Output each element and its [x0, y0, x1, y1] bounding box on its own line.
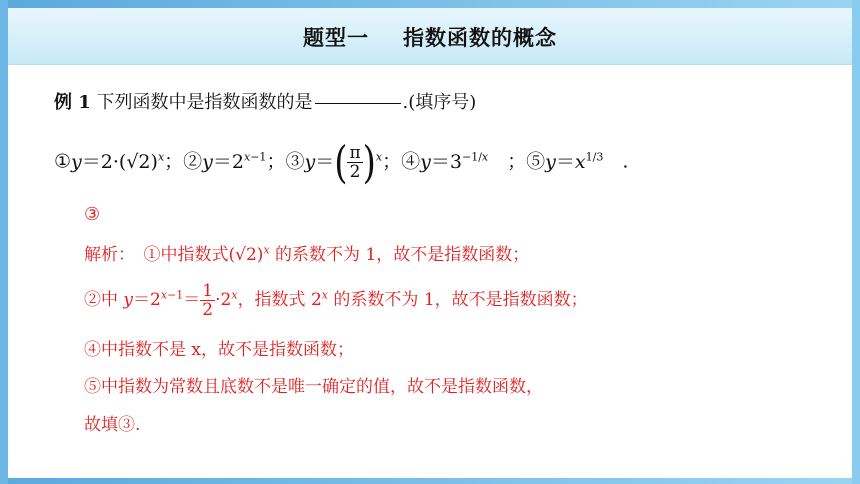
- left-border: [0, 0, 8, 484]
- option-2: $y=2^{x-1}$: [202, 150, 267, 173]
- title-subject: 指数函数的概念: [403, 26, 557, 50]
- options-line: [54, 136, 629, 189]
- exp1-c: 的系数不为 1，故不是指数函数；: [269, 245, 530, 265]
- question-text-after: .(填序号): [402, 92, 477, 113]
- options-end: .: [622, 150, 629, 173]
- exp1-a: 解析： ①中指数式(: [84, 245, 236, 265]
- title-topic: 题型一: [303, 26, 369, 50]
- option-5-marker: ；⑤: [507, 150, 546, 173]
- answer-text: ③: [84, 204, 101, 225]
- right-border: [852, 0, 860, 484]
- page-title: [8, 22, 852, 52]
- question-text: 下列函数中是指数函数的是: [96, 92, 313, 113]
- option-3: y＝( $\frac{\pi}{2}$ )$^x$: [304, 136, 383, 189]
- explanation-line-4: ⑤中指数为常数且底数不是唯一确定的值，故不是指数函数，: [84, 377, 543, 397]
- exp2-b: ，指数式 2: [237, 290, 322, 310]
- header-band: [8, 8, 852, 65]
- question-line: [54, 88, 476, 114]
- exp2-a: ②中: [84, 290, 124, 310]
- explanation-line-3: ④中指数不是 x，故不是指数函数；: [84, 340, 354, 360]
- explanation-line-1: 解析： ①中指数式$(√2)^x$ 的系数不为 1，故不是指数函数；: [84, 243, 530, 265]
- option-1: $y=2\cdot(√2)^x$: [71, 150, 165, 173]
- question-label: 例 1: [54, 92, 91, 113]
- explanation-line-5: 故填③.: [84, 415, 141, 435]
- answer-blank: [315, 103, 401, 104]
- option-1-marker: ①: [54, 150, 72, 173]
- slide: [8, 8, 852, 478]
- option-3-marker: ；③: [266, 150, 305, 173]
- explanation-line-2: ②中 $y=2^{x-1}=$ $\frac{1}{2}$ $\cdot 2^x$，指数式 2$^x$ 的系数不为 1，故不是指数函数；: [84, 281, 588, 320]
- option-2-marker: ；②: [164, 150, 203, 173]
- exp2-c: 的系数不为 1，故不是指数函数；: [328, 290, 588, 310]
- option-5: $y=x^{1/3}$: [545, 150, 604, 173]
- option-4: $y=3^{-1/x}$: [420, 150, 489, 173]
- top-border: [0, 0, 860, 8]
- exp1-b: ): [256, 245, 264, 265]
- option-4-marker: ；④: [382, 150, 421, 173]
